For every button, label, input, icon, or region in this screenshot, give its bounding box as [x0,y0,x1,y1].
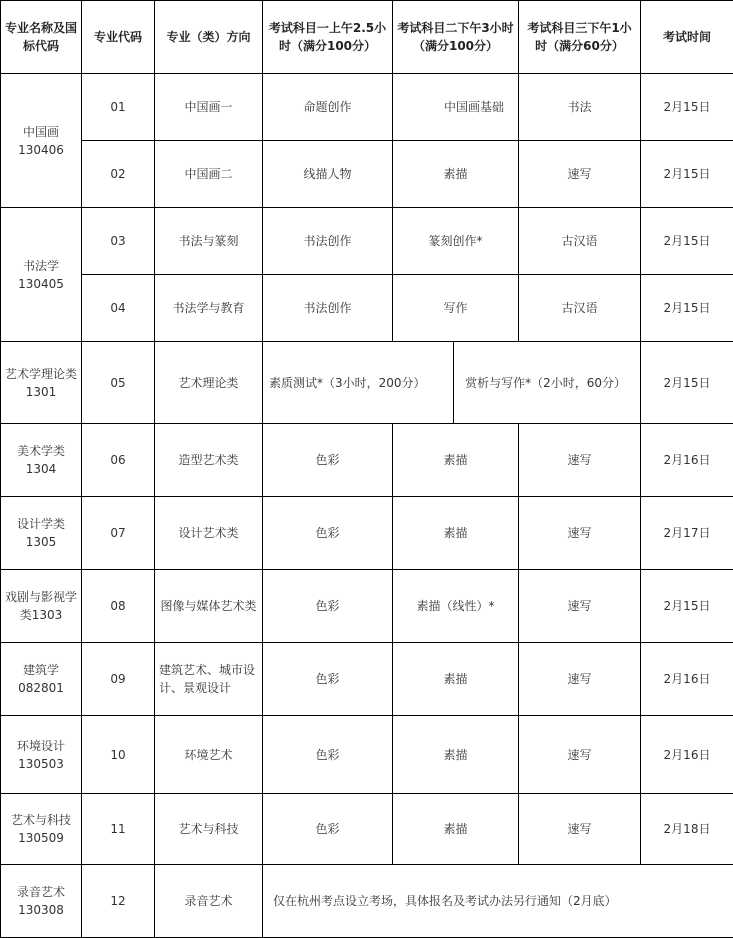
major-cell: 建筑学 082801 [1,643,82,716]
date-cell: 2月15日 [641,74,733,141]
direction-cell: 录音艺术 [155,865,263,938]
date-cell: 2月17日 [641,497,733,570]
code-cell: 04 [82,275,155,342]
code-cell: 02 [82,141,155,208]
major-cell: 中国画 130406 [1,74,82,208]
subject3-cell: 书法 [519,74,641,141]
major-cell: 设计学类 1305 [1,497,82,570]
table-row [1,275,733,342]
table-row [1,865,733,938]
table-row [1,74,733,141]
direction-cell: 图像与媒体艺术类 [155,570,263,643]
code-cell: 05 [82,342,155,424]
direction-cell: 环境艺术 [155,716,263,794]
subject3-cell: 速写 [519,643,641,716]
subject3-cell: 速写 [519,570,641,643]
recording-note-cell: 仅在杭州考点设立考场，具体报名及考试办法另行通知（2月底） [263,865,733,938]
major-cell: 录音艺术 130308 [1,865,82,938]
header-major: 专业名称及国标代码 [1,1,82,74]
subject3-cell: 速写 [519,497,641,570]
subject2-cell: 写作 [393,275,519,342]
table-row [1,570,733,643]
major-cell: 美术学类 1304 [1,424,82,497]
direction-cell: 艺术理论类 [155,342,263,424]
date-cell: 2月16日 [641,643,733,716]
subject1-cell: 色彩 [263,794,393,865]
table-row [1,716,733,794]
direction-cell: 书法与篆刻 [155,208,263,275]
subject2-cell: 素描 [393,794,519,865]
subject1-cell: 色彩 [263,424,393,497]
code-cell: 11 [82,794,155,865]
direction-cell: 中国画一 [155,74,263,141]
major-cell: 书法学 130405 [1,208,82,342]
subject2-cell: 素描（线性）* [393,570,519,643]
subject3-cell: 速写 [519,141,641,208]
date-cell: 2月15日 [641,342,733,424]
table-row [1,424,733,497]
header-date: 考试时间 [641,1,733,74]
subject3-cell: 古汉语 [519,275,641,342]
subject1-cell: 书法创作 [263,275,393,342]
subject1-cell: 色彩 [263,643,393,716]
code-cell: 09 [82,643,155,716]
code-cell: 12 [82,865,155,938]
direction-cell: 造型艺术类 [155,424,263,497]
direction-cell: 书法学与教育 [155,275,263,342]
subject3-cell: 速写 [519,716,641,794]
table-row [1,497,733,570]
table-row [1,208,733,275]
direction-cell: 设计艺术类 [155,497,263,570]
subject2-cell: 素描 [393,716,519,794]
date-cell: 2月15日 [641,570,733,643]
header-subject3: 考试科目三下午1小时（满分60分） [519,1,641,74]
date-cell: 2月15日 [641,275,733,342]
code-cell: 03 [82,208,155,275]
subject1-cell: 色彩 [263,497,393,570]
subject1-cell: 书法创作 [263,208,393,275]
subject3-cell: 古汉语 [519,208,641,275]
code-cell: 06 [82,424,155,497]
subject2-cell: 篆刻创作* [393,208,519,275]
header-row [1,1,733,74]
table-row [1,342,733,424]
date-cell: 2月15日 [641,141,733,208]
header-direction: 专业（类）方向 [155,1,263,74]
table-row [1,643,733,716]
date-cell: 2月15日 [641,208,733,275]
date-cell: 2月16日 [641,424,733,497]
major-cell: 艺术学理论类1301 [1,342,82,424]
major-cell: 艺术与科技 130509 [1,794,82,865]
code-cell: 10 [82,716,155,794]
subject2-cell: 赏析与写作*（2小时，60分） [454,342,641,424]
date-cell: 2月16日 [641,716,733,794]
direction-cell: 中国画二 [155,141,263,208]
subject1-cell: 素质测试*（3小时，200分） [263,342,454,424]
subject3-cell: 速写 [519,424,641,497]
major-cell: 戏剧与影视学类1303 [1,570,82,643]
subject2-cell: 素描 [393,643,519,716]
subject1-cell: 命题创作 [263,74,393,141]
subject2-cell: 素描 [393,497,519,570]
subject3-cell: 速写 [519,794,641,865]
subject1-cell: 色彩 [263,570,393,643]
table-row [1,794,733,865]
header-code: 专业代码 [82,1,155,74]
subject2-cell: 中国画基础 [393,74,519,141]
direction-cell: 建筑艺术、城市设计、景观设计 [155,643,263,716]
code-cell: 01 [82,74,155,141]
major-cell: 环境设计 130503 [1,716,82,794]
subject2-cell: 素描 [393,141,519,208]
date-cell: 2月18日 [641,794,733,865]
subject2-cell: 素描 [393,424,519,497]
subject1-cell: 线描人物 [263,141,393,208]
direction-cell: 艺术与科技 [155,794,263,865]
code-cell: 07 [82,497,155,570]
header-subject2: 考试科目二下午3小时（满分100分） [393,1,519,74]
code-cell: 08 [82,570,155,643]
header-subject1: 考试科目一上午2.5小时（满分100分） [263,1,393,74]
table-row [1,141,733,208]
subject1-cell: 色彩 [263,716,393,794]
